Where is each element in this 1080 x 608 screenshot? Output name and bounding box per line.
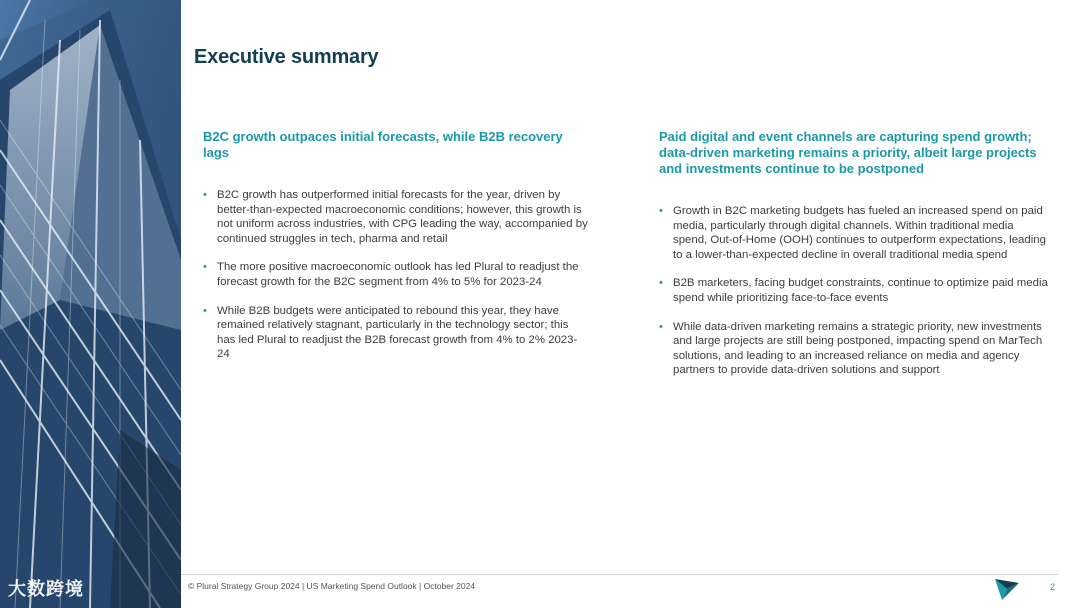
bullet-icon: •	[203, 189, 207, 201]
right-column	[659, 129, 1049, 392]
page-number: 2	[1050, 582, 1056, 592]
left-heading: B2C growth outpaces initial forecasts, while B2B recovery lags	[203, 129, 563, 160]
bullet-text: B2C growth has outperformed initial forecasts for the year, driven by better-than-expected macroeconomic conditions; however, this growth is not uniform across industries, with CPG leading the way, accompanied by continued struggles in tech, pharma and retail	[217, 189, 588, 245]
page-title: Executive summary	[194, 46, 379, 68]
watermark: 大数跨境	[8, 579, 84, 600]
list-item	[659, 276, 1049, 305]
building-facade-photo	[0, 0, 181, 608]
bullet-icon: •	[203, 304, 207, 317]
list-item	[203, 188, 588, 246]
bullet-text: The more positive macroeconomic outlook has led Plural to readjust the forecast growth for the B2C segment from 4% to 5% for 2023-24	[217, 261, 579, 288]
left-column	[203, 129, 588, 376]
footer-divider	[181, 574, 1058, 575]
bullet-icon: •	[659, 205, 663, 217]
list-item	[659, 204, 1049, 262]
plural-logo-icon	[994, 577, 1020, 606]
bullet-icon: •	[659, 277, 663, 290]
bullet-text: Growth in B2C marketing budgets has fueled an increased spend on paid media, particularly through digital channels. Within traditional media spend, Out-of-Home (OOH) continues to outperform expectations, leading to a lower-than-expected decline in overall traditional media spend	[673, 205, 1046, 261]
list-item	[203, 304, 588, 362]
bullet-text: While B2B budgets were anticipated to rebound this year, they have remained relatively stagnant, particularly in the technology sector; this has led Plural to readjust the B2B forecast growth from 4% to 2% 2023-24	[217, 304, 578, 361]
footer-text: © Plural Strategy Group 2024 | US Marketing Spend Outlook | October 2024	[188, 581, 476, 591]
right-bullet-list	[659, 204, 1049, 378]
right-heading: Paid digital and event channels are capturing spend growth; data-driven marketing remains a priority, albeit large projects and investments continue to be postponed	[659, 129, 1037, 176]
bullet-text: B2B marketers, facing budget constraints, continue to optimize paid media spend while prioritizing face-to-face events	[673, 277, 1048, 304]
bullet-icon: •	[659, 320, 663, 333]
bullet-text: While data-driven marketing remains a strategic priority, new investments and large projects are still being postponed, impacting spend on MarTech solutions, and leading to an increased reliance on media and agency partners to provide data-driven solutions and support	[673, 320, 1043, 377]
bullet-icon: •	[203, 261, 207, 274]
list-item	[203, 260, 588, 289]
list-item	[659, 320, 1049, 378]
left-bullet-list	[203, 188, 588, 362]
